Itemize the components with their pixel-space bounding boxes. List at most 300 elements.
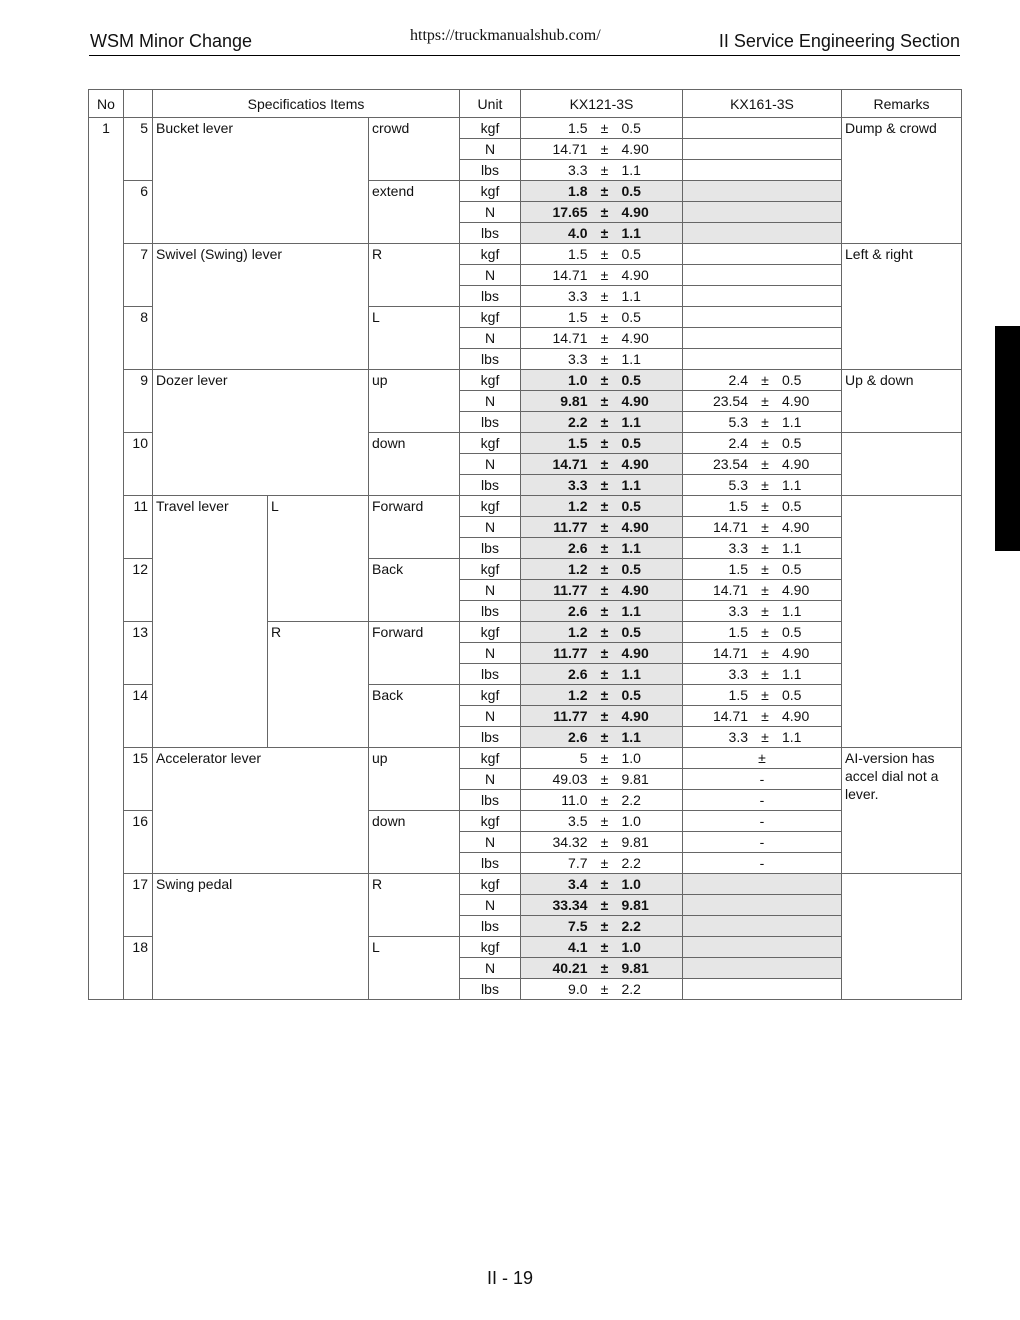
kx121-cell — [521, 307, 683, 328]
kx161-pm: ± — [761, 372, 769, 388]
kx121-pm: ± — [600, 876, 609, 892]
kx161-tolerance: 4.90 — [782, 582, 810, 598]
kx121-cell — [521, 433, 683, 454]
remarks-cell: Up & down — [842, 370, 962, 433]
kx161-cell — [683, 601, 842, 622]
kx161-cell — [683, 643, 842, 664]
unit-cell: kgf — [460, 748, 521, 769]
kx121-cell — [521, 979, 683, 1000]
unit-cell: lbs — [460, 601, 521, 622]
kx161-cell-empty — [683, 916, 842, 937]
kx161-cell — [683, 496, 842, 517]
kx121-pm: ± — [600, 204, 609, 220]
kx161-tolerance: 4.90 — [782, 519, 810, 535]
kx161-value: 3.3 — [728, 540, 748, 556]
kx121-cell — [521, 622, 683, 643]
kx121-pm: ± — [600, 519, 609, 535]
kx161-cell — [683, 559, 842, 580]
kx121-tolerance: 1.1 — [621, 540, 641, 556]
kx161-cell-empty — [683, 265, 842, 286]
item-position: Back — [369, 685, 460, 748]
kx121-pm: ± — [600, 666, 609, 682]
kx121-value: 1.2 — [568, 498, 588, 514]
unit-cell: lbs — [460, 223, 521, 244]
unit-cell: N — [460, 265, 521, 286]
kx161-cell-empty — [683, 958, 842, 979]
kx121-tolerance: 4.90 — [621, 519, 649, 535]
kx121-value: 17.65 — [552, 204, 588, 220]
kx121-value: 1.5 — [568, 246, 588, 262]
item-number: 16 — [124, 811, 153, 874]
spec-table — [88, 89, 962, 1000]
kx121-value: 11.77 — [553, 582, 588, 598]
kx121-pm: ± — [600, 708, 609, 724]
kx121-cell — [521, 790, 683, 811]
item-number: 15 — [124, 748, 153, 811]
kx161-pm: ± — [761, 477, 769, 493]
item-name: Swivel (Swing) lever — [153, 244, 369, 370]
kx121-pm: ± — [600, 834, 609, 850]
kx161-cell-empty — [683, 979, 842, 1000]
remarks-cell — [842, 496, 962, 748]
kx161-cell-empty — [683, 328, 842, 349]
item-number: 14 — [124, 685, 153, 748]
kx161-tolerance: 0.5 — [782, 687, 802, 703]
unit-cell: lbs — [460, 664, 521, 685]
kx121-pm: ± — [600, 960, 609, 976]
item-position: R — [369, 874, 460, 937]
kx161-cell — [683, 727, 842, 748]
unit-cell: N — [460, 832, 521, 853]
kx121-cell — [521, 874, 683, 895]
kx121-cell — [521, 601, 683, 622]
kx121-cell — [521, 328, 683, 349]
kx121-cell — [521, 412, 683, 433]
kx161-cell-empty — [683, 118, 842, 139]
item-number: 6 — [124, 181, 153, 244]
item-number: 13 — [124, 622, 153, 685]
kx121-value: 11.77 — [553, 645, 588, 661]
kx161-value: 23.54 — [712, 393, 748, 409]
unit-cell: lbs — [460, 160, 521, 181]
item-position: up — [369, 370, 460, 433]
kx121-cell — [521, 727, 683, 748]
kx161-cell-empty — [683, 937, 842, 958]
kx161-cell — [683, 433, 842, 454]
kx121-value: 33.34 — [552, 897, 588, 913]
kx121-value: 1.2 — [568, 687, 588, 703]
table-header-row — [89, 90, 962, 118]
kx161-pm: ± — [761, 414, 769, 430]
kx121-pm: ± — [600, 582, 609, 598]
unit-cell: N — [460, 580, 521, 601]
kx161-tolerance: 4.90 — [782, 456, 810, 472]
kx121-tolerance: 4.90 — [621, 582, 649, 598]
kx161-cell-empty — [683, 223, 842, 244]
kx121-tolerance: 2.2 — [621, 918, 641, 934]
kx121-value: 3.5 — [568, 813, 588, 829]
kx121-pm: ± — [600, 561, 609, 577]
kx161-pm: ± — [761, 666, 769, 682]
header-url: https://truckmanualshub.com/ — [410, 27, 601, 44]
kx161-tolerance: 1.1 — [782, 603, 802, 619]
kx121-pm: ± — [600, 246, 609, 262]
kx121-tolerance: 1.1 — [621, 414, 641, 430]
kx121-tolerance: 1.1 — [621, 162, 641, 178]
kx121-pm: ± — [600, 897, 609, 913]
kx161-tolerance: 0.5 — [782, 624, 802, 640]
kx161-cell — [683, 454, 842, 475]
section-side-tab — [995, 326, 1020, 551]
unit-cell: kgf — [460, 181, 521, 202]
kx121-pm: ± — [600, 939, 609, 955]
kx121-cell — [521, 538, 683, 559]
kx121-value: 49.03 — [552, 771, 588, 787]
kx121-value: 1.5 — [568, 435, 588, 451]
item-position: L — [369, 937, 460, 1000]
item-number: 8 — [124, 307, 153, 370]
kx161-value: 3.3 — [728, 729, 748, 745]
kx161-pm: ± — [761, 603, 769, 619]
kx161-pm: ± — [761, 435, 769, 451]
header-right-title: II Service Engineering Section — [718, 31, 960, 51]
kx121-value: 3.3 — [568, 351, 588, 367]
kx161-pm: ± — [761, 645, 769, 661]
kx121-tolerance: 2.2 — [621, 981, 641, 997]
kx121-cell — [521, 244, 683, 265]
kx161-cell-empty — [683, 286, 842, 307]
kx121-tolerance: 1.1 — [621, 666, 641, 682]
kx121-value: 11.0 — [561, 792, 588, 808]
kx121-pm: ± — [600, 414, 609, 430]
kx161-pm: ± — [761, 687, 769, 703]
kx121-pm: ± — [600, 498, 609, 514]
kx121-value: 3.3 — [568, 288, 588, 304]
kx121-pm: ± — [600, 162, 609, 178]
item-name: Travel lever — [153, 496, 268, 748]
col-header-remarks: Remarks — [842, 90, 962, 118]
unit-cell: N — [460, 643, 521, 664]
item-name: Dozer lever — [153, 370, 369, 496]
unit-cell: kgf — [460, 622, 521, 643]
kx161-value: 3.3 — [728, 666, 748, 682]
kx121-value: 9.81 — [560, 393, 588, 409]
kx121-pm: ± — [600, 813, 609, 829]
kx121-tolerance: 4.90 — [621, 267, 649, 283]
kx161-cell-empty — [683, 349, 842, 370]
kx121-pm: ± — [600, 183, 609, 199]
kx161-cell-empty — [683, 895, 842, 916]
item-name: Accelerator lever — [153, 748, 369, 874]
kx121-value: 7.5 — [568, 918, 588, 934]
remarks-cell: AI-version has accel dial not a lever. — [842, 748, 962, 874]
kx121-cell — [521, 811, 683, 832]
item-position: extend — [369, 181, 460, 244]
kx121-cell — [521, 265, 683, 286]
kx121-pm: ± — [600, 120, 609, 136]
unit-cell: lbs — [460, 727, 521, 748]
kx121-value: 2.6 — [568, 666, 588, 682]
kx161-value: 2.4 — [728, 435, 748, 451]
kx121-pm: ± — [600, 687, 609, 703]
kx121-value: 2.2 — [568, 414, 588, 430]
kx121-value: 14.71 — [552, 141, 588, 157]
kx121-cell — [521, 454, 683, 475]
kx161-tolerance: 1.1 — [782, 414, 802, 430]
kx121-cell — [521, 559, 683, 580]
kx161-value: 14.71 — [712, 645, 748, 661]
kx121-tolerance: 1.1 — [621, 288, 641, 304]
kx121-cell — [521, 853, 683, 874]
kx121-pm: ± — [600, 645, 609, 661]
col-header-kx161: KX161-3S — [683, 90, 842, 118]
kx121-value: 3.4 — [568, 876, 588, 892]
kx121-value: 11.77 — [553, 519, 588, 535]
kx121-tolerance: 0.5 — [621, 435, 641, 451]
kx121-value: 2.6 — [568, 729, 588, 745]
unit-cell: N — [460, 139, 521, 160]
unit-cell: lbs — [460, 853, 521, 874]
kx121-tolerance: 1.1 — [621, 351, 641, 367]
kx121-tolerance: 4.90 — [621, 456, 649, 472]
kx121-value: 9.0 — [568, 981, 588, 997]
unit-cell: lbs — [460, 916, 521, 937]
kx121-value: 7.7 — [568, 855, 588, 871]
kx161-pm: ± — [761, 498, 769, 514]
item-position: crowd — [369, 118, 460, 181]
col-header-kx121: KX121-3S — [521, 90, 683, 118]
item-name: Swing pedal — [153, 874, 369, 1000]
kx161-value: 1.5 — [728, 561, 748, 577]
kx121-cell — [521, 916, 683, 937]
kx121-tolerance: 0.5 — [621, 498, 641, 514]
item-position: Forward — [369, 622, 460, 685]
kx121-cell — [521, 748, 683, 769]
kx121-tolerance: 0.5 — [621, 561, 641, 577]
kx121-tolerance: 4.90 — [621, 141, 649, 157]
kx121-tolerance: 4.90 — [621, 204, 649, 220]
col-header-no: No — [89, 90, 124, 118]
kx121-value: 4.0 — [568, 225, 588, 241]
kx121-tolerance: 9.81 — [621, 960, 649, 976]
col-header-unit: Unit — [460, 90, 521, 118]
kx161-pm: ± — [761, 393, 769, 409]
item-position: down — [369, 433, 460, 496]
kx121-cell — [521, 475, 683, 496]
remarks-cell: Left & right — [842, 244, 962, 370]
kx121-value: 1.5 — [568, 309, 588, 325]
unit-cell: kgf — [460, 496, 521, 517]
kx161-tolerance: 1.1 — [782, 729, 802, 745]
header-left-title: WSM Minor Change — [90, 31, 253, 51]
kx161-cell — [683, 622, 842, 643]
kx121-value: 2.6 — [568, 540, 588, 556]
kx121-pm: ± — [600, 750, 609, 766]
kx161-value: 2.4 — [728, 372, 748, 388]
kx121-cell — [521, 706, 683, 727]
kx121-cell — [521, 895, 683, 916]
kx121-pm: ± — [600, 141, 609, 157]
unit-cell: lbs — [460, 979, 521, 1000]
kx121-pm: ± — [600, 330, 609, 346]
kx161-cell — [683, 370, 842, 391]
kx121-tolerance: 0.5 — [621, 183, 641, 199]
kx121-pm: ± — [600, 624, 609, 640]
kx121-tolerance: 4.90 — [621, 393, 649, 409]
kx161-value: 23.54 — [712, 456, 748, 472]
item-position: down — [369, 811, 460, 874]
kx121-tolerance: 4.90 — [621, 645, 649, 661]
col-header-items: Specificatios Items — [153, 90, 460, 118]
kx161-cell: - — [683, 811, 842, 832]
table-row — [89, 244, 962, 265]
kx121-value: 34.32 — [552, 834, 588, 850]
kx121-cell — [521, 664, 683, 685]
kx161-value: 5.3 — [728, 477, 748, 493]
kx121-tolerance: 0.5 — [621, 372, 641, 388]
kx161-cell-empty — [683, 874, 842, 895]
kx161-cell: - — [683, 853, 842, 874]
kx161-tolerance: 1.1 — [782, 540, 802, 556]
kx121-pm: ± — [600, 288, 609, 304]
kx161-pm: ± — [761, 540, 769, 556]
item-number: 10 — [124, 433, 153, 496]
kx161-cell-empty — [683, 202, 842, 223]
kx121-cell — [521, 958, 683, 979]
kx121-cell — [521, 181, 683, 202]
remarks-cell — [842, 874, 962, 1000]
kx121-cell — [521, 349, 683, 370]
kx161-cell-empty — [683, 307, 842, 328]
unit-cell: kgf — [460, 433, 521, 454]
unit-cell: kgf — [460, 244, 521, 265]
kx121-pm: ± — [600, 981, 609, 997]
unit-cell: kgf — [460, 937, 521, 958]
table-row — [89, 370, 962, 391]
kx161-cell-empty — [683, 181, 842, 202]
unit-cell: kgf — [460, 874, 521, 895]
unit-cell: lbs — [460, 412, 521, 433]
unit-cell: N — [460, 391, 521, 412]
kx161-cell — [683, 706, 842, 727]
kx121-tolerance: 1.0 — [621, 939, 641, 955]
kx121-pm: ± — [600, 435, 609, 451]
kx161-pm: ± — [761, 729, 769, 745]
kx161-cell — [683, 580, 842, 601]
kx121-cell — [521, 391, 683, 412]
table-row — [89, 496, 962, 517]
kx121-value: 14.71 — [552, 330, 588, 346]
kx161-pm: ± — [761, 624, 769, 640]
kx121-cell — [521, 223, 683, 244]
unit-cell: lbs — [460, 538, 521, 559]
unit-cell: N — [460, 706, 521, 727]
kx121-tolerance: 1.1 — [621, 729, 641, 745]
kx161-tolerance: 1.1 — [782, 666, 802, 682]
kx161-value: 1.5 — [728, 687, 748, 703]
kx121-pm: ± — [600, 729, 609, 745]
kx121-cell — [521, 370, 683, 391]
kx121-tolerance: 0.5 — [621, 246, 641, 262]
kx121-pm: ± — [600, 771, 609, 787]
kx121-pm: ± — [600, 372, 609, 388]
item-position: R — [369, 244, 460, 307]
kx121-cell — [521, 685, 683, 706]
unit-cell: kgf — [460, 559, 521, 580]
kx121-tolerance: 0.5 — [621, 120, 641, 136]
item-number: 11 — [124, 496, 153, 559]
kx121-pm: ± — [600, 351, 609, 367]
item-number: 17 — [124, 874, 153, 937]
kx121-tolerance: 2.2 — [621, 855, 641, 871]
kx121-cell — [521, 832, 683, 853]
kx121-pm: ± — [600, 855, 609, 871]
kx161-cell — [683, 475, 842, 496]
kx121-cell — [521, 118, 683, 139]
kx121-cell — [521, 643, 683, 664]
kx161-value: 14.71 — [712, 708, 748, 724]
unit-cell: N — [460, 202, 521, 223]
kx161-cell-empty — [683, 244, 842, 265]
kx121-cell — [521, 496, 683, 517]
kx161-value: 14.71 — [712, 582, 748, 598]
kx161-cell: ± — [683, 748, 842, 769]
kx161-cell — [683, 664, 842, 685]
item-side: L — [268, 496, 369, 622]
kx121-tolerance: 1.0 — [621, 750, 641, 766]
spec-table-container — [88, 89, 962, 1000]
unit-cell: lbs — [460, 349, 521, 370]
kx161-cell — [683, 412, 842, 433]
unit-cell: N — [460, 328, 521, 349]
kx121-tolerance: 4.90 — [621, 330, 649, 346]
unit-cell: N — [460, 517, 521, 538]
kx161-tolerance: 0.5 — [782, 561, 802, 577]
kx161-cell — [683, 391, 842, 412]
kx121-value: 1.8 — [568, 183, 588, 199]
kx121-value: 4.1 — [568, 939, 588, 955]
kx121-cell — [521, 580, 683, 601]
unit-cell: kgf — [460, 370, 521, 391]
kx121-value: 14.71 — [552, 267, 588, 283]
kx161-cell — [683, 538, 842, 559]
kx161-cell: - — [683, 832, 842, 853]
kx121-cell — [521, 937, 683, 958]
remarks-cell — [842, 433, 962, 496]
kx121-tolerance: 0.5 — [621, 687, 641, 703]
unit-cell: N — [460, 958, 521, 979]
kx161-pm: ± — [761, 456, 769, 472]
kx121-value: 14.71 — [552, 456, 588, 472]
kx161-cell — [683, 517, 842, 538]
item-side: R — [268, 622, 369, 748]
kx121-value: 3.3 — [568, 477, 588, 493]
kx121-pm: ± — [600, 225, 609, 241]
item-number: 12 — [124, 559, 153, 622]
table-row — [89, 748, 962, 769]
kx121-cell — [521, 202, 683, 223]
table-row — [89, 874, 962, 895]
kx121-value: 5 — [579, 750, 588, 766]
kx121-pm: ± — [600, 792, 609, 808]
kx121-cell — [521, 769, 683, 790]
kx121-value: 1.5 — [568, 120, 588, 136]
unit-cell: kgf — [460, 685, 521, 706]
kx161-cell: - — [683, 790, 842, 811]
kx121-cell — [521, 517, 683, 538]
kx121-value: 1.2 — [568, 624, 588, 640]
kx121-tolerance: 1.1 — [621, 477, 641, 493]
